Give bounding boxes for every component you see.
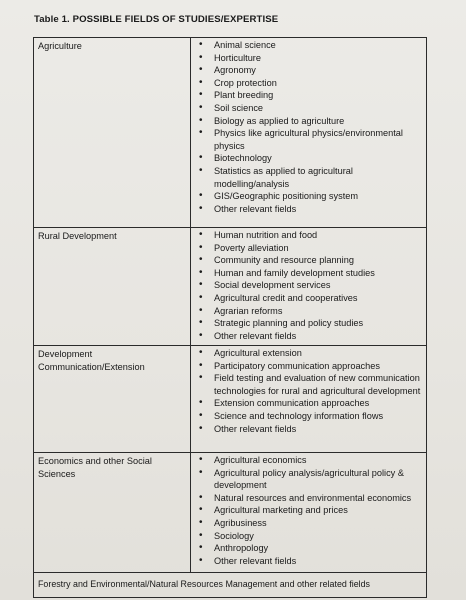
footer-text: Forestry and Environmental/Natural Resources Management and other related fields: [38, 579, 370, 589]
list-item: • Animal science: [191, 39, 422, 52]
list-item: • Biotechnology: [191, 152, 422, 165]
list-item: • Other relevant fields: [191, 203, 422, 216]
list-item: • Field testing and evaluation of new communication technologies for rural and agricultural development: [191, 372, 422, 397]
list-item: • Extension communication approaches: [191, 397, 422, 410]
table-row: [34, 38, 427, 228]
list-item: • Plant breeding: [191, 89, 422, 102]
list-item: • Soil science: [191, 102, 422, 115]
list-item: • GIS/Geographic positioning system: [191, 190, 422, 203]
table-row: [34, 228, 427, 346]
list-item: • Agricultural extension: [191, 347, 422, 360]
list-item: • Science and technology information flows: [191, 410, 422, 423]
list-item: • Anthropology: [191, 542, 422, 555]
list-item: • Agrarian reforms: [191, 305, 422, 318]
field-name-cell: [34, 453, 191, 573]
field-name-cell: [34, 228, 191, 346]
field-name: Development Communication/Extension: [38, 349, 145, 372]
list-item: • Poverty alleviation: [191, 242, 422, 255]
list-item: • Agronomy: [191, 64, 422, 77]
list-item: • Other relevant fields: [191, 423, 422, 436]
list-item: • Statistics as applied to agricultural modelling/analysis: [191, 165, 422, 190]
table-title: Table 1. POSSIBLE FIELDS OF STUDIES/EXPERTISE: [34, 14, 279, 25]
list-item: • Social development services: [191, 279, 422, 292]
field-name: Rural Development: [38, 231, 117, 241]
list-item: • Agricultural credit and cooperatives: [191, 292, 422, 305]
list-item: • Agricultural marketing and prices: [191, 504, 422, 517]
list-item: • Human nutrition and food: [191, 229, 422, 242]
table-row: [34, 346, 427, 453]
list-item: • Physics like agricultural physics/environmental physics: [191, 127, 422, 152]
table-row: [34, 453, 427, 573]
list-item: • Participatory communication approaches: [191, 360, 422, 373]
list-item: • Other relevant fields: [191, 555, 422, 568]
table-footer-row: [34, 573, 427, 598]
bullet-list: [191, 229, 422, 342]
footer-cell: [34, 573, 427, 598]
field-items-cell: [191, 228, 427, 346]
list-item: • Natural resources and environmental economics: [191, 492, 422, 505]
list-item: • Horticulture: [191, 52, 422, 65]
field-name: Economics and other Social Sciences: [38, 456, 152, 479]
list-item: • Biology as applied to agriculture: [191, 115, 422, 128]
bullet-list: [191, 39, 422, 215]
list-item: • Human and family development studies: [191, 267, 422, 280]
bullet-list: [191, 347, 422, 435]
list-item: • Agricultural economics: [191, 454, 422, 467]
fields-table: [33, 37, 427, 598]
field-name-cell: [34, 38, 191, 228]
list-item: • Community and resource planning: [191, 254, 422, 267]
list-item: • Strategic planning and policy studies: [191, 317, 422, 330]
field-name: Agriculture: [38, 41, 82, 51]
list-item: • Sociology: [191, 530, 422, 543]
list-item: • Other relevant fields: [191, 330, 422, 343]
list-item: • Crop protection: [191, 77, 422, 90]
field-items-cell: [191, 38, 427, 228]
bullet-list: [191, 454, 422, 567]
field-items-cell: [191, 346, 427, 453]
list-item: • Agribusiness: [191, 517, 422, 530]
field-items-cell: [191, 453, 427, 573]
list-item: • Agricultural policy analysis/agricultural policy & development: [191, 467, 422, 492]
field-name-cell: [34, 346, 191, 453]
